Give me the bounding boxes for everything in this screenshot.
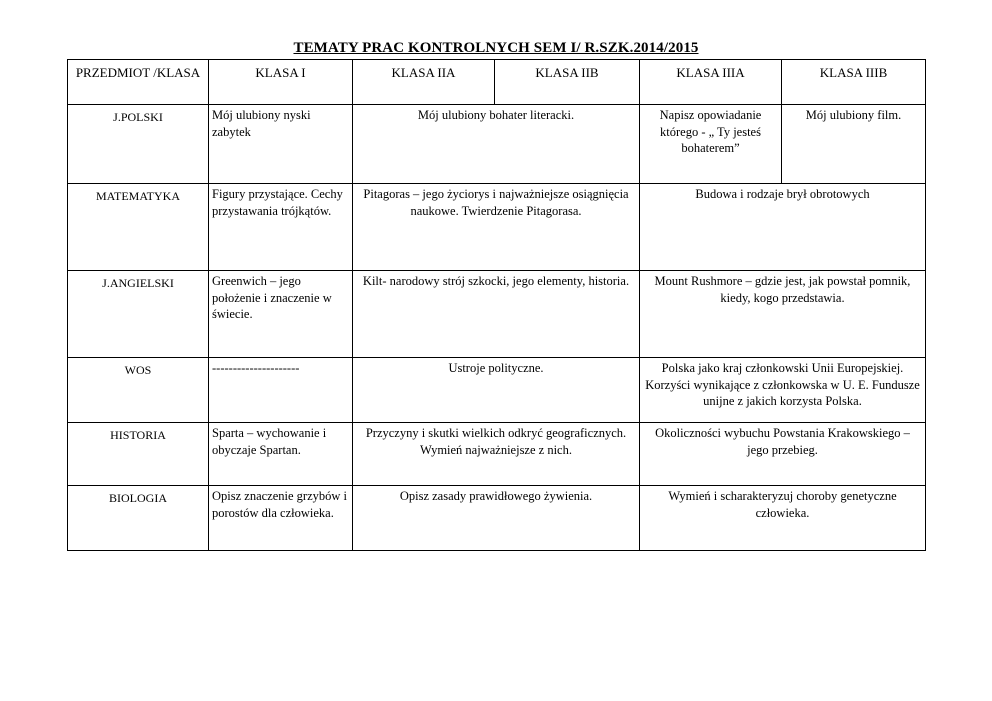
- header-klasa-iiia: KLASA IIIA: [640, 60, 782, 105]
- header-row: [68, 60, 926, 105]
- topic-klasa-iii: Budowa i rodzaje brył obrotowych: [640, 184, 926, 271]
- subject-cell: HISTORIA: [68, 423, 209, 486]
- header-klasa-i: KLASA I: [209, 60, 353, 105]
- topic-klasa-i: ---------------------: [209, 358, 353, 423]
- header-klasa-iia: KLASA IIA: [353, 60, 495, 105]
- topic-klasa-iiia: Napisz opowiadanie którego - „ Ty jesteś bohaterem”: [640, 105, 782, 184]
- subject-cell: BIOLOGIA: [68, 486, 209, 551]
- topic-klasa-ii: Ustroje polityczne.: [353, 358, 640, 423]
- topic-klasa-i: Greenwich – jego położenie i znaczenie w świecie.: [209, 271, 353, 358]
- topic-klasa-iii: Wymień i scharakteryzuj choroby genetyczne człowieka.: [640, 486, 926, 551]
- topic-klasa-iii: Okoliczności wybuchu Powstania Krakowskiego – jego przebieg.: [640, 423, 926, 486]
- topic-klasa-iii: Polska jako kraj członkowski Unii Europejskiej. Korzyści wynikające z członkowska w U. E. Fundusze unijne z jakich korzysta Polska.: [640, 358, 926, 423]
- topic-klasa-ii: Opisz zasady prawidłowego żywienia.: [353, 486, 640, 551]
- topic-klasa-ii: Mój ulubiony bohater literacki.: [353, 105, 640, 184]
- topic-klasa-ii: Kilt- narodowy strój szkocki, jego elementy, historia.: [353, 271, 640, 358]
- table-row: [68, 486, 926, 551]
- table-row: [68, 105, 926, 184]
- table-row: [68, 358, 926, 423]
- topic-klasa-i: Mój ulubiony nyski zabytek: [209, 105, 353, 184]
- topic-klasa-iiib: Mój ulubiony film.: [782, 105, 926, 184]
- table-row: [68, 184, 926, 271]
- subject-cell: MATEMATYKA: [68, 184, 209, 271]
- topics-table: [67, 59, 926, 551]
- subject-cell: J.ANGIELSKI: [68, 271, 209, 358]
- topic-klasa-i: Figury przystające. Cechy przystawania trójkątów.: [209, 184, 353, 271]
- subject-cell: WOS: [68, 358, 209, 423]
- header-klasa-iiib: KLASA IIIB: [782, 60, 926, 105]
- subject-cell: J.POLSKI: [68, 105, 209, 184]
- header-subject: PRZEDMIOT /KLASA: [68, 60, 209, 105]
- header-klasa-iib: KLASA IIB: [495, 60, 640, 105]
- topic-klasa-i: Sparta – wychowanie i obyczaje Spartan.: [209, 423, 353, 486]
- table-row: [68, 423, 926, 486]
- topic-klasa-ii: Przyczyny i skutki wielkich odkryć geograficznych. Wymień najważniejsze z nich.: [353, 423, 640, 486]
- topic-klasa-iii: Mount Rushmore – gdzie jest, jak powstał pomnik, kiedy, kogo przedstawia.: [640, 271, 926, 358]
- table-row: [68, 271, 926, 358]
- document-title: TEMATY PRAC KONTROLNYCH SEM I/ R.SZK.2014/2015: [293, 40, 699, 56]
- topic-klasa-ii: Pitagoras – jego życiorys i najważniejsze osiągnięcia naukowe. Twierdzenie Pitagorasa.: [353, 184, 640, 271]
- topic-klasa-i: Opisz znaczenie grzybów i porostów dla człowieka.: [209, 486, 353, 551]
